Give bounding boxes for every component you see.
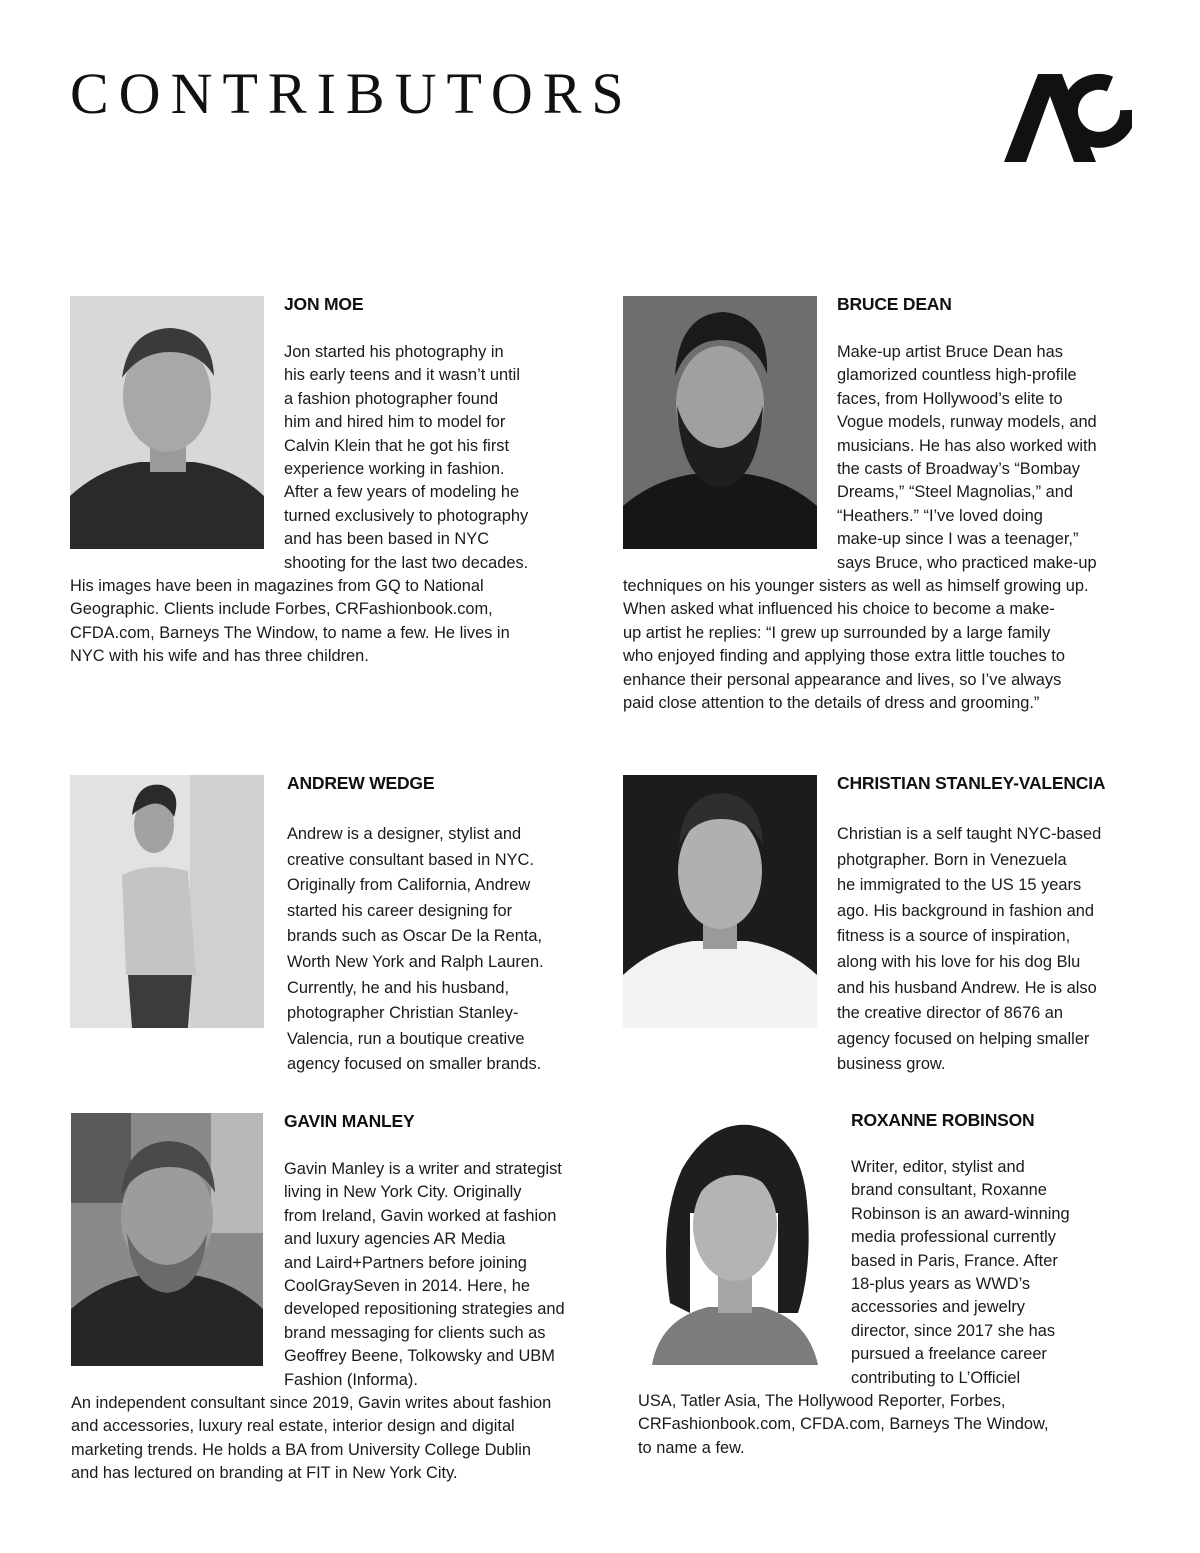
ac-logo [1004,70,1132,166]
bio-line: Vogue models, runway models, and [837,413,1097,432]
bio-line: and his husband Andrew. He is also [837,978,1097,997]
bio-line: business grow. [837,1055,946,1074]
contributor-name: JON MOE [284,294,364,314]
bio-line: brands such as Oscar De la Renta, [287,927,543,946]
contributor-name: ROXANNE ROBINSON [851,1110,1035,1130]
bio-line: pursued a freelance career [851,1345,1047,1364]
bio-line: the creative director of 8676 an [837,1004,1063,1023]
bio-line: faces, from Hollywood’s elite to [837,389,1063,408]
bio-line: based in Paris, France. After [851,1251,1058,1270]
bio-line: and has lectured on branding at FIT in New York City. [71,1464,458,1483]
bio-line: and accessories, luxury real estate, interior design and digital [71,1417,515,1436]
bio-line: Robinson is an award-winning [851,1204,1070,1223]
portrait-photo [623,775,817,1028]
bio-line: and Laird+Partners before joining [284,1253,527,1272]
bio-line: paid close attention to the details of dress and grooming.” [623,694,1040,713]
bio-line: Currently, he and his husband, [287,978,510,997]
bio-line: started his career designing for [287,901,513,920]
bio-line: “Heathers.” “I’ve loved doing [837,506,1043,525]
portrait-photo [71,1113,263,1366]
bio-line: his early teens and it wasn’t until [284,366,520,385]
bio-line: Fashion (Informa). [284,1370,418,1389]
bio-line: CoolGraySeven in 2014. Here, he [284,1277,531,1296]
contributor-name: ANDREW WEDGE [287,773,435,793]
portrait-photo [638,1113,831,1365]
bio-line: Valencia, run a boutique creative [287,1029,525,1048]
bio-line: from Ireland, Gavin worked at fashion [284,1206,557,1225]
bio-line: glamorized countless high-profile [837,366,1077,385]
bio-line: agency focused on smaller brands. [287,1055,542,1074]
bio-line: make-up since I was a teenager,” [837,530,1079,549]
contributor-name: CHRISTIAN STANLEY-VALENCIA [837,773,1106,793]
bio-line: CFDA.com, Barneys The Window, to name a few. He lives in [70,623,510,642]
bio-line: Originally from California, Andrew [287,876,531,895]
bio-line: says Bruce, who practiced make-up [837,553,1097,572]
bio-line: contributing to L’Officiel [851,1368,1021,1387]
bio-line: Andrew is a designer, stylist and [287,825,522,843]
bio-line: developed repositioning strategies and [284,1300,565,1319]
bio-line: the casts of Broadway’s “Bombay [837,460,1080,479]
bio-line: NYC with his wife and has three children. [70,647,369,666]
bio-line: Make-up artist Bruce Dean has [837,343,1063,361]
bio-line: fitness is a source of inspiration, [837,927,1071,946]
portrait-photo [70,775,264,1028]
bio-line: An independent consultant since 2019, Gavin writes about fashion [71,1394,552,1412]
bio-line: turned exclusively to photography [284,506,529,525]
bio-line: experience working in fashion. [284,460,505,479]
bio-line: and has been based in NYC [284,530,490,549]
bio-line: When asked what influenced his choice to become a make- [623,600,1055,619]
bio-line: to name a few. [638,1438,745,1457]
bio-line: Gavin Manley is a writer and strategist [284,1160,562,1178]
bio-line: Geoffrey Beene, Tolkowsky and UBM [284,1347,555,1366]
bio-line: up artist he replies: “I grew up surrounded by a large family [623,623,1051,642]
bio-line: ago. His background in fashion and [837,901,1094,920]
page-title: CONTRIBUTORS [70,61,634,126]
bio-line: shooting for the last two decades. [284,553,529,572]
portrait-photo [70,296,264,549]
bio-line: Geographic. Clients include Forbes, CRFashionbook.com, [70,600,493,619]
bio-line: agency focused on helping smaller [837,1029,1090,1048]
bio-line: Jon started his photography in [284,343,504,361]
contributor-name: GAVIN MANLEY [284,1111,415,1131]
bio-line: His images have been in magazines from GQ to National [70,577,484,595]
bio-line: photographer Christian Stanley- [287,1004,519,1023]
bio-line: brand consultant, Roxanne [851,1181,1047,1200]
bio-line: musicians. He has also worked with [837,436,1097,455]
bio-line: a fashion photographer found [284,389,499,408]
bio-line: he immigrated to the US 15 years [837,876,1082,895]
bio-line: enhance their personal appearance and lives, so I’ve always [623,670,1062,689]
bio-line: Calvin Klein that he got his first [284,436,510,455]
bio-line: creative consultant based in NYC. [287,850,534,869]
bio-line: who enjoyed finding and applying those extra little touches to [623,647,1065,666]
bio-line: living in New York City. Originally [284,1183,522,1202]
contributor-name: BRUCE DEAN [837,294,952,314]
bio-line: Dreams,” “Steel Magnolias,” and [837,483,1073,502]
bio-line: marketing trends. He holds a BA from University College Dublin [71,1440,532,1459]
bio-line: Worth New York and Ralph Lauren. [287,952,544,971]
bio-line: After a few years of modeling he [284,483,520,502]
bio-line: CRFashionbook.com, CFDA.com, Barneys The Window, [638,1415,1049,1434]
bio-line: 18-plus years as WWD’s [851,1275,1031,1294]
bio-line: brand messaging for clients such as [284,1323,546,1342]
bio-line: accessories and jewelry [851,1298,1025,1317]
bio-line: media professional currently [851,1228,1056,1247]
bio-line: him and hired him to model for [284,413,506,432]
bio-line: director, since 2017 she has [851,1321,1056,1340]
bio-line: Christian is a self taught NYC-based [837,825,1102,843]
bio-line: along with his love for his dog Blu [837,952,1081,971]
bio-line: photgrapher. Born in Venezuela [837,850,1067,869]
bio-line: Writer, editor, stylist and [851,1158,1025,1176]
bio-line: USA, Tatler Asia, The Hollywood Reporter, Forbes, [638,1392,1006,1410]
portrait-photo [623,296,817,549]
bio-line: techniques on his younger sisters as well as himself growing up. [623,577,1089,595]
bio-line: and luxury agencies AR Media [284,1230,506,1249]
